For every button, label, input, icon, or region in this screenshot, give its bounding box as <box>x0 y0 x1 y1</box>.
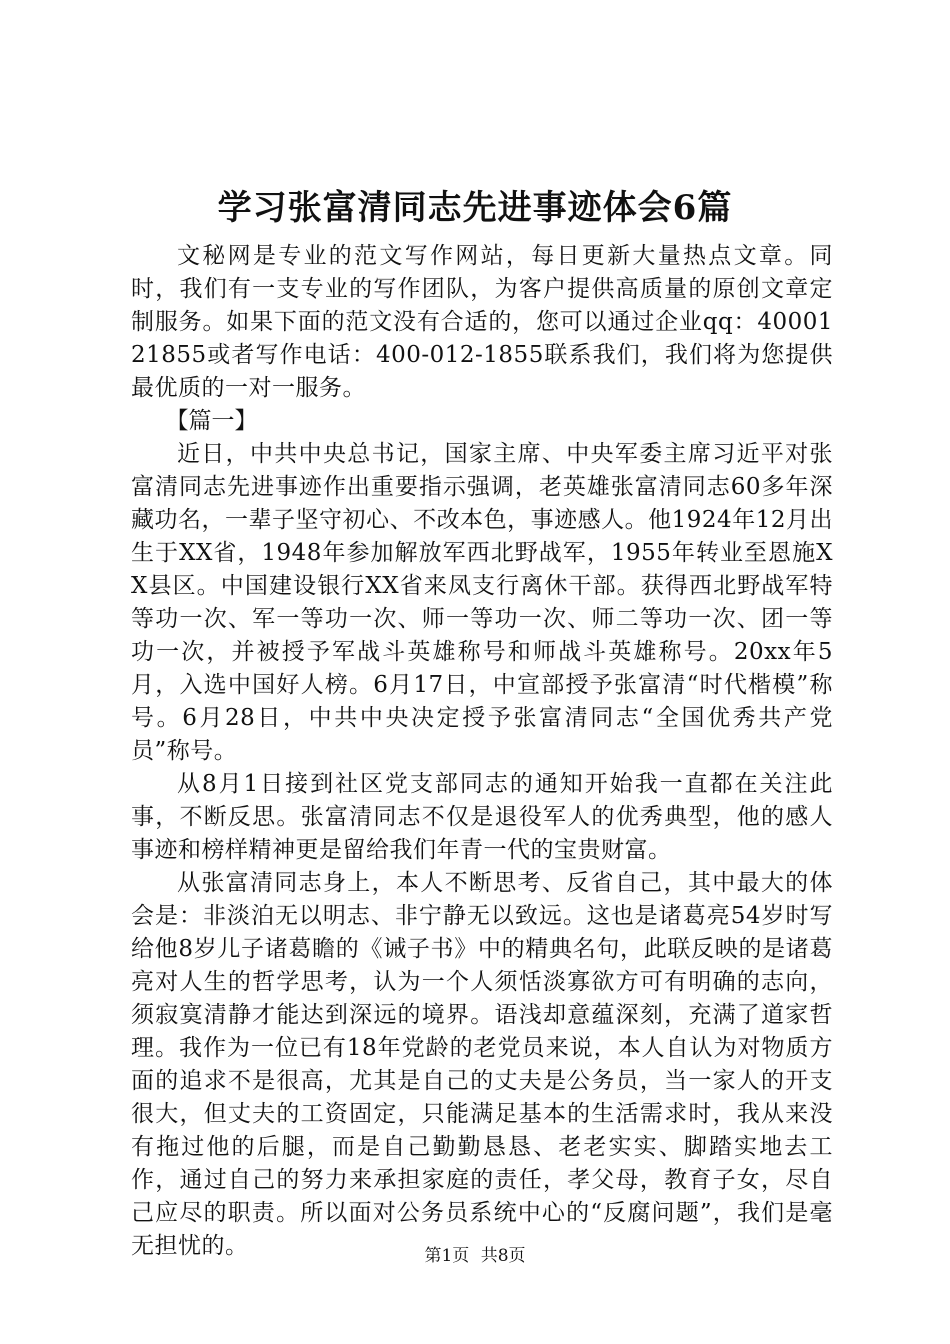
intro-paragraph: 文秘网是专业的范文写作网站，每日更新大量热点文章。同时，我们有一支专业的写作团队，为客户提供高质量的原创文章定制服务。如果下面的范文没有合适的，您可以通过企业qq：4000121855或者写作电话：400-012-1855联系我们，我们将为您提供最优质的一对一服务。 <box>131 243 833 401</box>
body-paragraph: 从张富清同志身上，本人不断思考、反省自己，其中最大的体会是：非淡泊无以明志、非宁静无以致远。这也是诸葛亮54岁时写给他8岁儿子诸葛瞻的《诫子书》中的精典名句，此联反映的是诸葛亮对人生的哲学思考，认为一个人须恬淡寡欲方可有明确的志向，须寂寞清静才能达到深远的境界。语浅却意蕴深刻，充满了道家哲理。我作为一位已有18年党龄的老党员来说，本人自认为对物质方面的追求不是很高，尤其是自己的丈夫是公务员，当一家人的开支很大，但丈夫的工资固定，只能满足基本的生活需求时，我从来没有拖过他的后腿，而是自己勤勤恳恳、老老实实、脚踏实地去工作，通过自己的努力来承担家庭的责任，孝父母，教育子女，尽自己应尽的职责。所以面对公务员系统中心的“反腐问题”，我们是毫无担忧的。 <box>131 870 833 1259</box>
section-heading: 【篇一】 <box>165 408 258 434</box>
document-body <box>131 240 833 1263</box>
page-footer <box>0 1244 950 1268</box>
page-total: 共8页 <box>480 1246 526 1266</box>
document-title: 学习张富清同志先进事迹体会6篇 <box>217 188 733 228</box>
body-paragraph: 从8月1日接到社区党支部同志的通知开始我一直都在关注此事，不断反思。张富清同志不仅是退役军人的优秀典型，他的感人事迹和榜样精神更是留给我们年青一代的宝贵财富。 <box>131 771 833 863</box>
page-number: 第1页 <box>424 1246 470 1266</box>
body-paragraph: 近日，中共中央总书记，国家主席、中央军委主席习近平对张富清同志先进事迹作出重要指示强调，老英雄张富清同志60多年深藏功名，一辈子坚守初心、不改本色，事迹感人。他1924年12月出生于XX省，1948年参加解放军西北野战军，1955年转业至恩施XX县区。中国建设银行XX省来凤支行离休干部。获得西北野战军特等功一次、军一等功一次、师一等功一次、师二等功一次、团一等功一次，并被授予军战斗英雄称号和师战斗英雄称号。20xx年5月，入选中国好人榜。6月17日，中宣部授予张富清“时代楷模”称号。6月28日，中共中央决定授予张富清同志“全国优秀共产党员”称号。 <box>131 441 833 764</box>
